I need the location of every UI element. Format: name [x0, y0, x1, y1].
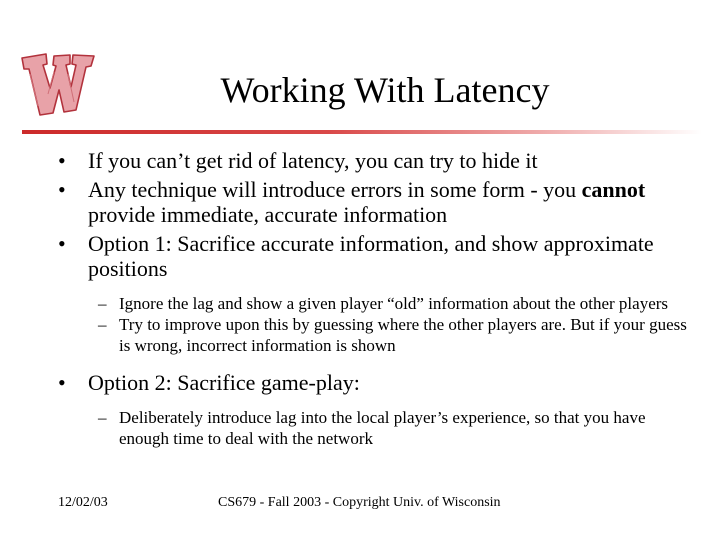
bullet-marker: •	[58, 177, 66, 202]
sub-bullet-item	[58, 293, 698, 314]
bullet-text: Any technique will introduce errors in some form - you	[88, 177, 582, 202]
bullet-text: Option 1: Sacrifice accurate information, and show approximate positions	[88, 231, 654, 281]
slide-title: Working With Latency	[220, 70, 550, 110]
bullet-item	[58, 370, 698, 395]
sub-bullet-text: Deliberately introduce lag into the local player’s experience, so that you have enough time to deal with the network	[119, 408, 646, 448]
bullet-marker: •	[58, 370, 66, 395]
bullet-text: Option 2: Sacrifice game-play:	[88, 370, 360, 395]
sub-bullet-item	[58, 314, 698, 356]
bullet-marker: •	[58, 231, 66, 256]
wisconsin-w-logo	[18, 44, 98, 124]
sub-bullet-item	[58, 407, 698, 449]
sub-bullet-marker: –	[98, 408, 107, 427]
bullet-marker: •	[58, 148, 66, 173]
sub-bullet-marker: –	[98, 315, 107, 334]
sub-bullet-text: Ignore the lag and show a given player “old” information about the other players	[119, 294, 669, 313]
bullet-text: provide immediate, accurate information	[88, 202, 448, 227]
bullet-bold-text: cannot	[581, 177, 646, 202]
bullet-item	[58, 148, 698, 173]
sub-bullet-group	[58, 407, 698, 449]
footer-text: CS679 - Fall 2003 - Copyright Univ. of Wisconsin	[218, 495, 501, 510]
footer-date: 12/02/03	[58, 495, 108, 510]
sub-bullet-text: Try to improve upon this by guessing where the other players are. But if your guess is wrong, incorrect information is shown	[119, 315, 687, 355]
sub-bullet-marker: –	[98, 294, 107, 313]
bullet-item	[58, 177, 698, 227]
sub-bullet-group	[58, 293, 698, 356]
bullet-list	[58, 148, 698, 449]
bullet-text: If you can’t get rid of latency, you can try to hide it	[88, 148, 538, 173]
bullet-item	[58, 231, 698, 281]
title-divider	[22, 130, 702, 134]
